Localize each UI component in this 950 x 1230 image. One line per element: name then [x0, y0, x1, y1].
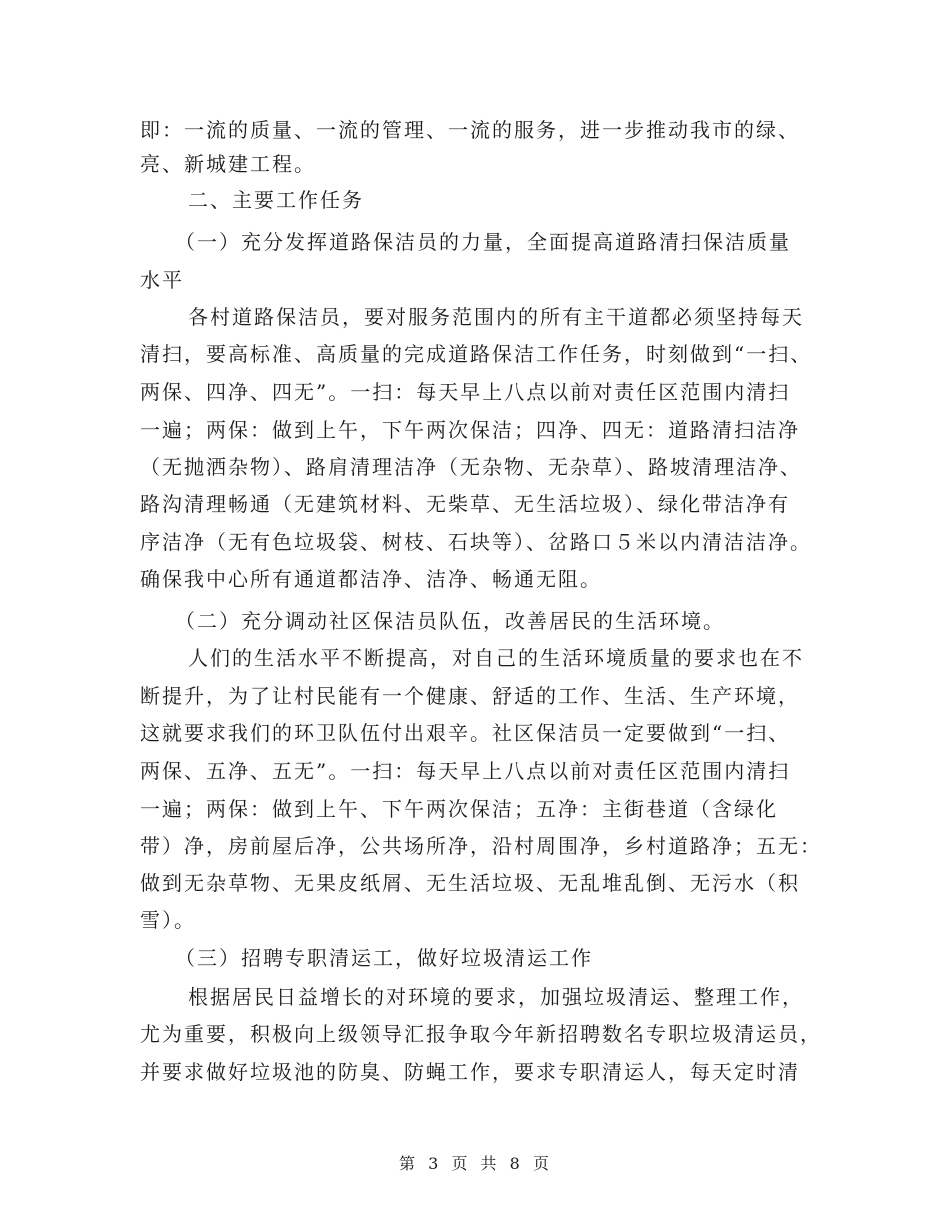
text-line: 做到无杂草物、无果皮纸屑、无生活垃圾、无乱堆乱倒、无污水（积 [140, 871, 800, 895]
text-line: 人们的生活水平不断提高，对自己的生活环境质量的要求也在不 [188, 646, 804, 670]
text-line: 带）净，房前屋后净，公共场所净，沿村周围净，乡村道路净；五无： [140, 834, 822, 858]
text-line: 并要求做好垃圾池的防臭、防蝇工作，要求专职清运人，每天定时清 [140, 1060, 800, 1084]
text-line: 即：一流的质量、一流的管理、一流的服务，进一步推动我市的绿、 [140, 118, 800, 142]
text-line: 雪）。 [140, 908, 196, 932]
subsection-heading: （三）招聘专职清运工，做好垃圾清运工作 [175, 946, 593, 970]
text-line: 两保、四净、四无”。一扫：每天早上八点以前对责任区范围内清扫 [140, 380, 791, 404]
footer-ye: 页 [451, 1154, 470, 1173]
text-line: 水平 [140, 268, 184, 292]
text-line: 序洁净（无有色垃圾袋、树枝、石块等）、岔路口５米以内清洁洁净。 [140, 530, 812, 554]
text-line: 一遍；两保：做到上午，下午两次保洁；四净、四无：道路清扫洁净 [140, 418, 800, 442]
text-line: 确保我中心所有通道都洁净、洁净、畅通无阻。 [140, 567, 602, 591]
text-line: （无抛洒杂物）、路肩清理洁净（无杂物、无杂草）、路坡清理洁净、 [140, 455, 802, 479]
text-line: 路沟清理畅通（无建筑材料、无柴草、无生活垃圾）、绿化带洁净有 [140, 492, 790, 516]
total-page-count: 8 [509, 1154, 522, 1173]
subsection-heading: （二）充分调动社区保洁员队伍，改善居民的生活环境。 [175, 609, 725, 633]
text-line: 清扫，要高标准、高质量的完成道路保洁工作任务，时刻做到“一扫、 [140, 342, 813, 366]
text-line: 两保、五净、五无”。一扫：每天早上八点以前对责任区范围内清扫 [140, 759, 791, 783]
text-line: 一遍；两保：做到上午、下午两次保洁；五净：主街巷道（含绿化 [140, 797, 778, 821]
text-line: 亮、新城建工程。 [140, 152, 316, 176]
text-line: 这就要求我们的环卫队伍付出艰辛。社区保洁员一定要做到“一扫、 [140, 721, 791, 745]
footer-ye: 页 [532, 1154, 551, 1173]
text-line: 各村道路保洁员，要对服务范围内的所有主干道都必须坚持每天 [188, 305, 804, 329]
section-heading: 二、主要工作任务 [188, 188, 364, 212]
subsection-heading: （一）充分发挥道路保洁员的力量，全面提高道路清扫保洁质量 [175, 230, 791, 254]
footer-gong: 共 [480, 1154, 499, 1173]
current-page-number: 3 [428, 1154, 441, 1173]
footer-di: 第 [399, 1154, 418, 1173]
text-line: 根据居民日益增长的对环境的要求，加强垃圾清运、整理工作， [188, 985, 804, 1009]
text-line: 尤为重要，积极向上级领导汇报争取今年新招聘数名专职垃圾清运员， [140, 1022, 822, 1046]
text-line: 断提升，为了让村民能有一个健康、舒适的工作、生活、生产环境， [140, 684, 800, 708]
page-footer [0, 1154, 950, 1174]
